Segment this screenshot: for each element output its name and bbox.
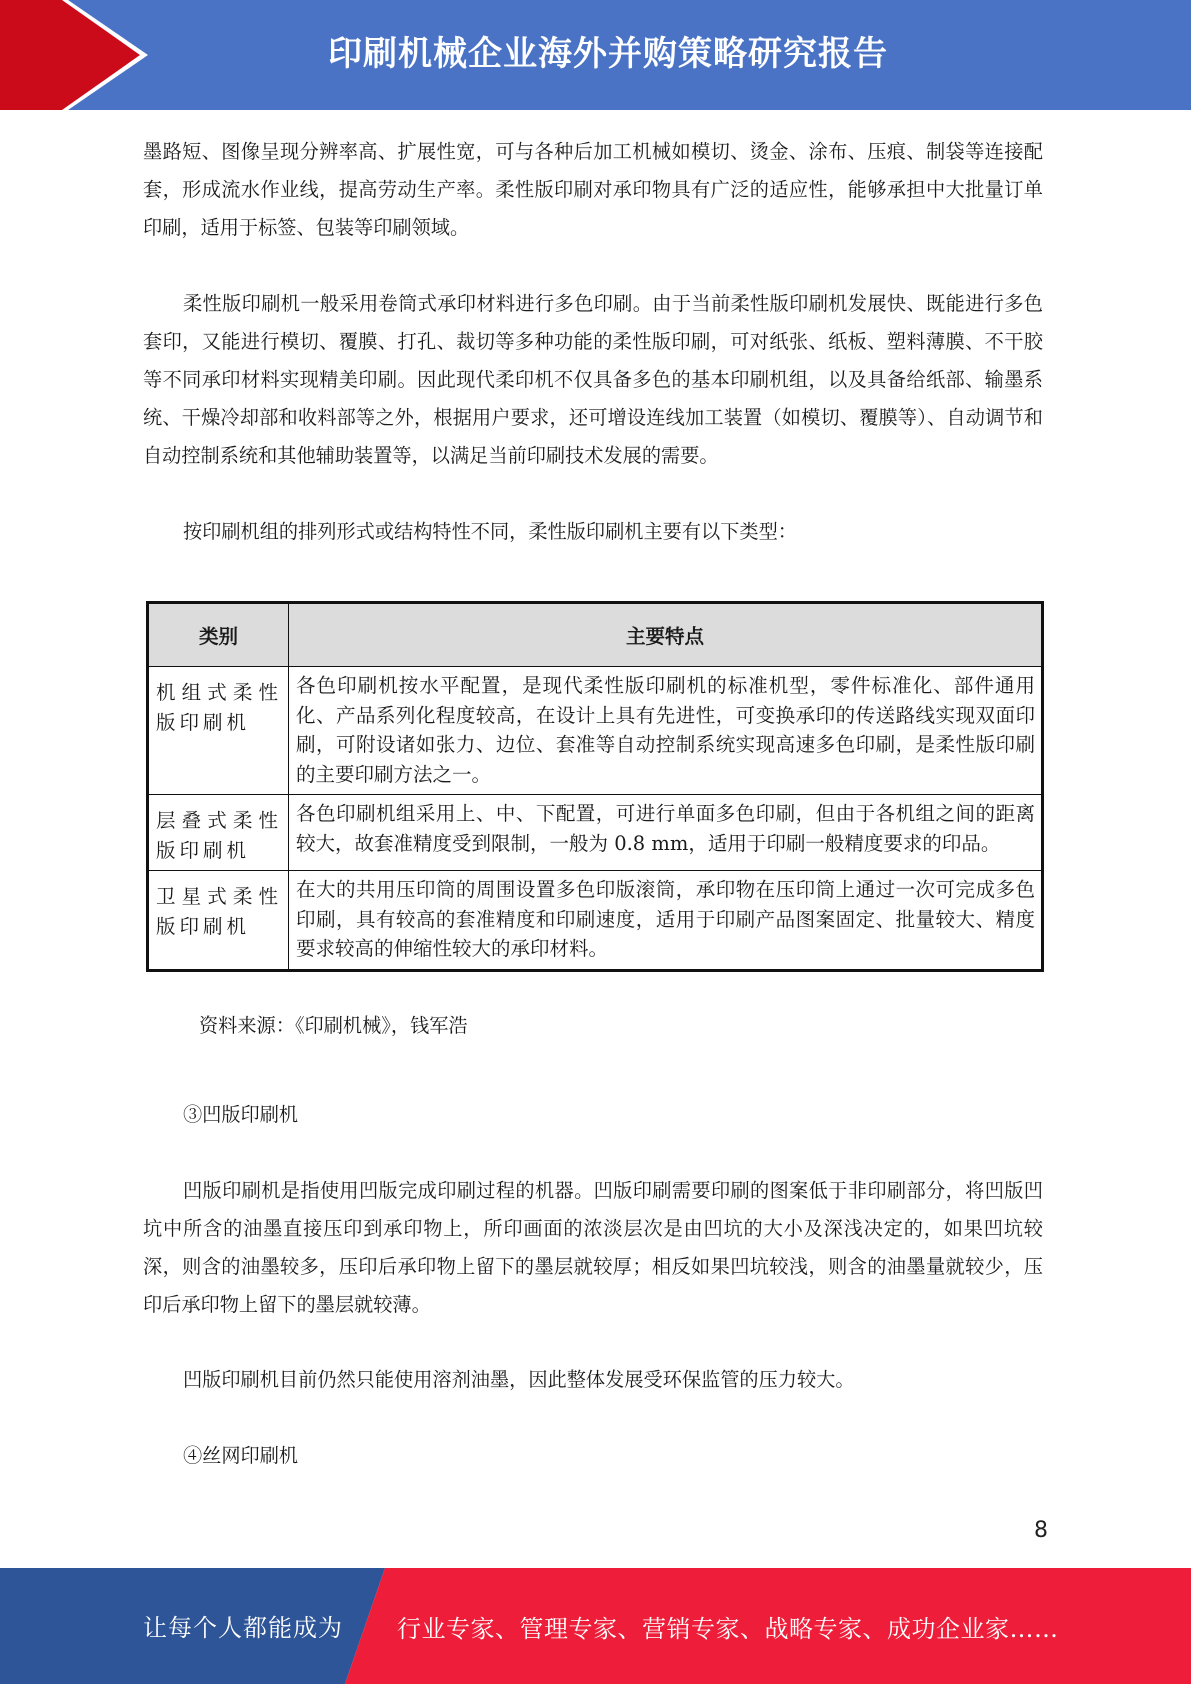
table-cell-feature: 各色印刷机组采用上、中、下配置，可进行单面多色印刷，但由于各机组之间的距离较大，故套准精度受到限制，一般为 0.8 mm，适用于印刷一般精度要求的印品。 bbox=[289, 795, 1043, 871]
table-source-note: 资料来源：《印刷机械》，钱军浩 bbox=[199, 1014, 468, 1037]
report-title: 印刷机械企业海外并购策略研究报告 bbox=[328, 34, 888, 74]
paragraph-flexo-types-intro: 按印刷机组的排列形式或结构特性不同，柔性版印刷机主要有以下类型： bbox=[183, 520, 797, 543]
table-header-features: 主要特点 bbox=[289, 603, 1043, 667]
page-number: 8 bbox=[1034, 1518, 1048, 1543]
table-row bbox=[148, 871, 1043, 971]
table-cell-feature: 在大的共用压印筒的周围设置多色印版滚筒，承印物在压印筒上通过一次可完成多色印刷，具有较高的套准精度和印刷速度，适用于印刷产品图案固定、批量较大、精度要求较高的伸缩性较大的承印材料。 bbox=[289, 871, 1043, 971]
paragraph-gravure-desc: 凹版印刷机是指使用凹版完成印刷过程的机器。凹版印刷需要印刷的图案低于非印刷部分，将凹版凹坑中所含的油墨直接压印到承印物上，所印画面的浓淡层次是由凹坑的大小及深浅决定的，如果凹坑较深，则含的油墨较多，压印后承印物上留下的墨层就较厚；相反如果凹坑较浅，则含的油墨量就较少，压印后承印物上留下的墨层就较薄。 bbox=[143, 1179, 1043, 1316]
page-footer bbox=[0, 1568, 1191, 1684]
table-row bbox=[148, 795, 1043, 871]
table-cell-category: 层叠式柔性版印刷机 bbox=[148, 795, 289, 871]
table-row bbox=[148, 667, 1043, 795]
table-cell-category: 卫星式柔性版印刷机 bbox=[148, 871, 289, 971]
paragraph-continuation: 墨路短、图像呈现分辨率高、扩展性宽，可与各种后加工机械如模切、烫金、涂布、压痕、制袋等连接配套，形成流水作业线，提高劳动生产率。柔性版印刷对承印物具有广泛的适应性，能够承担中大批量订单印刷，适用于标签、包装等印刷领域。 bbox=[143, 140, 1043, 239]
footer-slogan-left: 让每个人都能成为 bbox=[143, 1614, 343, 1642]
table-header-row bbox=[148, 603, 1043, 667]
footer-slogan-right: 行业专家、管理专家、营销专家、战略专家、成功企业家…… bbox=[397, 1615, 1059, 1643]
section-heading-gravure: ③凹版印刷机 bbox=[183, 1103, 299, 1126]
flexo-press-types-table bbox=[146, 601, 1044, 972]
paragraph-flexo-overview: 柔性版印刷机一般采用卷筒式承印材料进行多色印刷。由于当前柔性版印刷机发展快、既能进行多色套印，又能进行模切、覆膜、打孔、裁切等多种功能的柔性版印刷，可对纸张、纸板、塑料薄膜、不干胶等不同承印材料实现精美印刷。因此现代柔印机不仅具备多色的基本印刷机组，以及具备给纸部、输墨系统、干燥冷却部和收料部等之外，根据用户要求，还可增设连线加工装置（如模切、覆膜等）、自动调节和自动控制系统和其他辅助装置等，以满足当前印刷技术发展的需要。 bbox=[143, 292, 1043, 467]
page-header bbox=[0, 0, 1191, 110]
table-header-category: 类别 bbox=[148, 603, 289, 667]
table-cell-category: 机组式柔性版印刷机 bbox=[148, 667, 289, 795]
section-heading-screen: ④丝网印刷机 bbox=[183, 1444, 299, 1467]
table-cell-feature: 各色印刷机按水平配置，是现代柔性版印刷机的标准机型，零件标准化、部件通用化、产品系列化程度较高，在设计上具有先进性，可变换承印的传送路线实现双面印刷，可附设诸如张力、边位、套准等自动控制系统实现高速多色印刷，是柔性版印刷的主要印刷方法之一。 bbox=[289, 667, 1043, 795]
paragraph-gravure-ink: 凹版印刷机目前仍然只能使用溶剂油墨，因此整体发展受环保监管的压力较大。 bbox=[183, 1368, 855, 1391]
